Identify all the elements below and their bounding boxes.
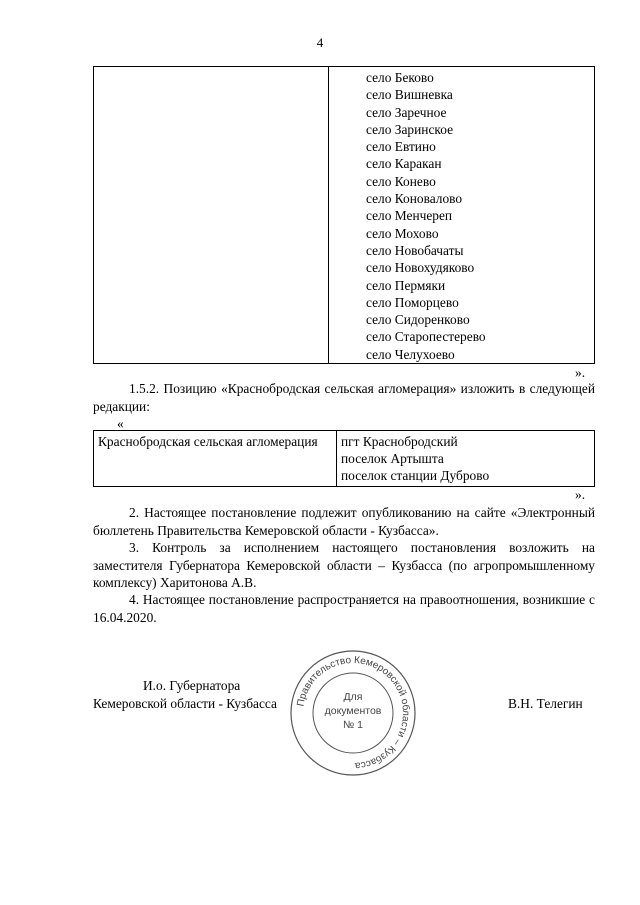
village-item: село Беково (366, 70, 434, 85)
paragraph-4: 4. Настоящее постановление распространяется на правоотношения, возникшие с 16.04.2020. (93, 592, 595, 625)
seal-ring-text: Правительство Кемеровской области – Кузбасса (295, 654, 412, 772)
villages-table-right-cell (329, 67, 595, 364)
seal-center-line2: документов (324, 705, 382, 717)
signatory-name: В.Н. Телегин (508, 696, 583, 711)
village-item: село Менчереп (366, 208, 453, 224)
signatory-position-line2: Кемеровской области - Кузбасса (93, 696, 277, 711)
village-item: село Новобачаты (366, 242, 464, 258)
village-item: село Новохудяково (366, 260, 475, 276)
official-seal-stamp (288, 648, 418, 778)
seal-center-line3: № 1 (342, 719, 364, 731)
village-item: село Мохово (366, 225, 439, 241)
village-item: село Конево (366, 173, 436, 189)
village-item: село Поморцево (366, 294, 459, 310)
villages-table (93, 66, 595, 364)
signatory-position-line1: И.о. Губернатора (143, 678, 241, 693)
table2-closing-quote: ». (575, 487, 586, 502)
table1-closing-quote: ». (575, 365, 586, 380)
village-item: село Челухоево (366, 346, 455, 362)
village-item: село Каракан (366, 156, 442, 172)
signatory-position (93, 677, 277, 713)
settlement-item: поселок Артышта (341, 451, 444, 466)
village-item: село Евтино (366, 139, 436, 155)
village-item: село Заречное (366, 104, 447, 120)
agglomeration-name-cell: Краснобродская сельская агломерация (94, 431, 337, 487)
agglomeration-table (93, 430, 595, 487)
paragraph-3: 3. Контроль за исполнением настоящего постановления возложить на заместителя Губернатора Кемеровской области – Кузбасса (по агропромышленному комплексу) Харитонова А.В. (93, 540, 595, 590)
village-item: село Сидоренково (366, 312, 470, 328)
villages-table-left-cell (94, 67, 329, 364)
agglomeration-settlements-cell (337, 431, 595, 487)
village-item: село Коновалово (366, 191, 463, 207)
village-item: село Старопестерево (366, 329, 486, 345)
page-number: 4 (316, 35, 324, 50)
settlement-item: пгт Краснобродский (341, 434, 458, 449)
settlement-item: поселок станции Дуброво (341, 468, 490, 483)
paragraph-1-5-2: 1.5.2. Позицию «Краснобродская сельская агломерация» изложить в следующей редакции: (93, 381, 595, 414)
village-item: село Вишневка (366, 87, 453, 103)
village-item: село Пермяки (366, 277, 446, 293)
opening-quote: « (117, 416, 124, 431)
village-item: село Заринское (366, 121, 454, 137)
paragraph-2: 2. Настоящее постановление подлежит опубликованию на сайте «Электронный бюллетень Правительства Кемеровской области - Кузбасса». (93, 505, 595, 538)
seal-center-line1: Для (343, 691, 363, 703)
